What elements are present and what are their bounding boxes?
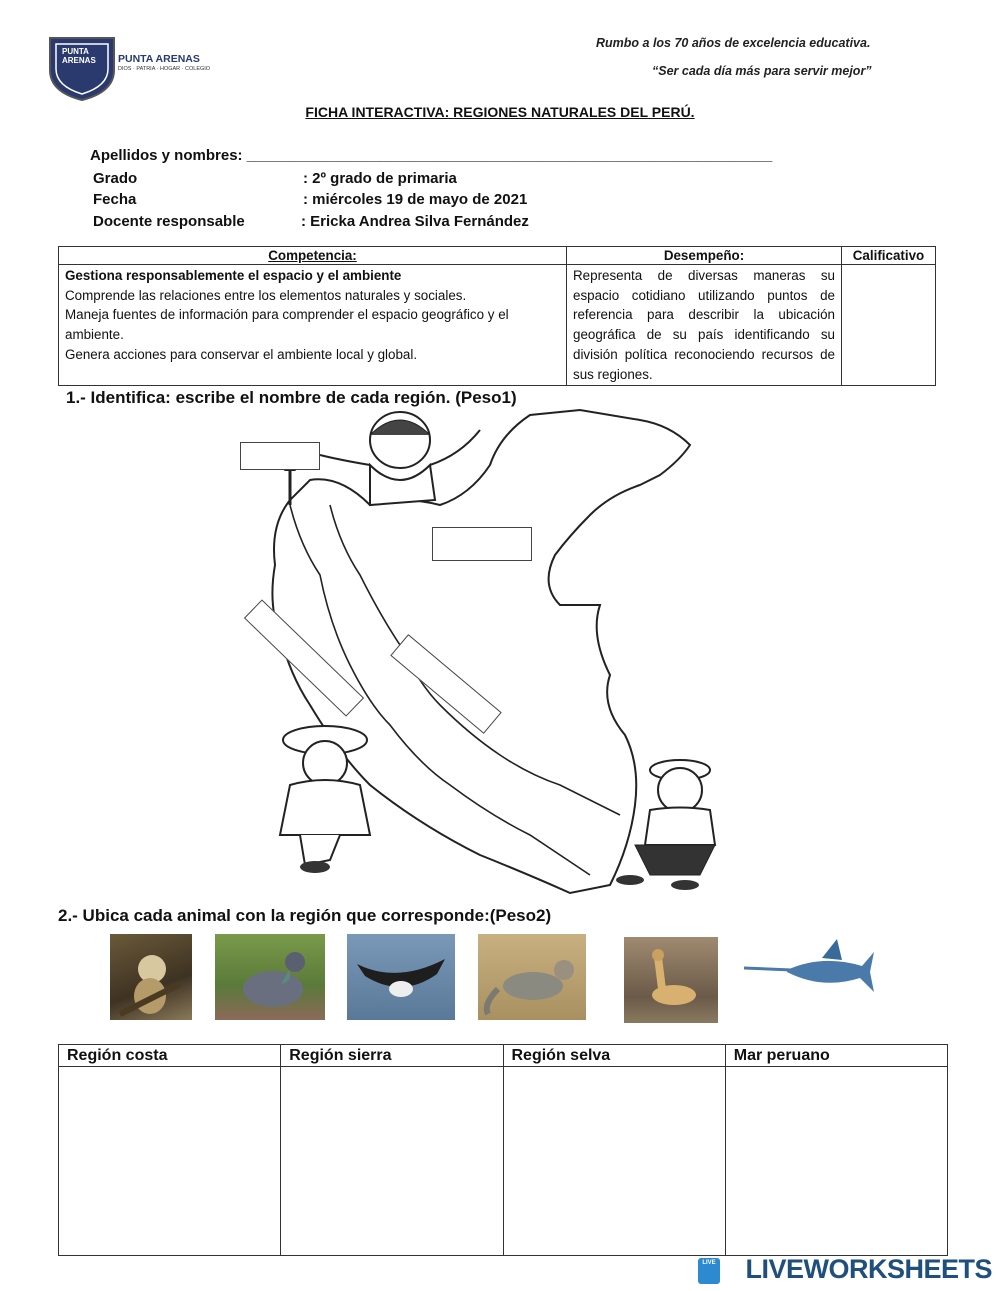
drop-zone-mar[interactable] xyxy=(725,1067,947,1256)
shield-icon xyxy=(48,36,118,102)
school-logo xyxy=(48,36,118,102)
logo-line2: ARENAS xyxy=(62,56,96,65)
liveworksheets-badge: LIVE xyxy=(698,1258,720,1284)
animal-condor[interactable] xyxy=(347,934,455,1020)
grado-label: Grado xyxy=(93,170,138,187)
name-blank[interactable]: _______________________________________________________________ xyxy=(246,147,773,164)
question-1: 1.- Identifica: escribe el nombre de cada región. (Peso1) xyxy=(66,388,517,407)
name-row xyxy=(90,147,772,164)
drop-zone-sierra[interactable] xyxy=(281,1067,503,1256)
header-selva: Región selva xyxy=(503,1045,725,1067)
motto-line2: “Ser cada día más para servir mejor” xyxy=(652,64,872,78)
animal-swordfish[interactable] xyxy=(742,934,878,1010)
animal-monkey[interactable] xyxy=(110,934,192,1020)
drop-zone-selva[interactable] xyxy=(503,1067,725,1256)
liveworksheets-logo: LIVEWORKSHEETS xyxy=(745,1254,992,1284)
page-title: FICHA INTERACTIVA: REGIONES NATURALES DEL PERÚ. xyxy=(305,104,695,120)
competencia-line: Genera acciones para conservar el ambiente local y global. xyxy=(65,346,418,362)
logo-line1: PUNTA xyxy=(62,47,89,56)
animal-fox[interactable] xyxy=(478,934,586,1020)
grado-value: : 2º grado de primaria xyxy=(303,170,457,187)
calificativo-cell[interactable] xyxy=(842,265,936,386)
docente-label: Docente responsable xyxy=(93,213,245,230)
competencia-header: Competencia: xyxy=(59,247,567,265)
school-name: PUNTA ARENAS xyxy=(118,53,200,65)
answer-box-selva[interactable] xyxy=(432,527,532,561)
header-sierra: Región sierra xyxy=(281,1045,503,1067)
competencia-table xyxy=(58,246,936,386)
motto-line1: Rumbo a los 70 años de excelencia educativa. xyxy=(596,36,871,50)
desempeno-cell: Representa de diversas maneras su espacio cotidiano utilizando puntos de referencia para describir la ubicación geográfica de su país identificando su división política reconociendo recursos de sus regiones. xyxy=(567,265,842,386)
docente-value: : Ericka Andrea Silva Fernández xyxy=(301,213,529,230)
animal-pigeon[interactable] xyxy=(215,934,325,1020)
question-2: 2.- Ubica cada animal con la región que corresponde:(Peso2) xyxy=(58,906,552,925)
school-motto: DIOS · PATRIA · HOGAR · COLEGIO xyxy=(118,66,211,72)
name-label: Apellidos y nombres: xyxy=(90,147,247,164)
fecha-value: : miércoles 19 de mayo de 2021 xyxy=(303,191,528,208)
competencia-cell xyxy=(59,265,567,386)
desempeno-header: Desempeño: xyxy=(567,247,842,265)
answer-box-costa-top[interactable] xyxy=(240,442,320,470)
competencia-line: Comprende las relaciones entre los elementos naturales y sociales. xyxy=(65,287,467,303)
boy-left-figure xyxy=(280,726,370,873)
calificativo-header: Calificativo xyxy=(842,247,936,265)
girl-figure xyxy=(320,412,480,505)
fecha-label: Fecha xyxy=(93,191,137,208)
competencia-title: Gestiona responsablemente el espacio y el ambiente xyxy=(65,268,402,283)
competencia-line: Maneja fuentes de información para comprender el espacio geográfico y el ambiente. xyxy=(65,307,509,343)
header-mar: Mar peruano xyxy=(725,1045,947,1067)
header-costa: Región costa xyxy=(59,1045,281,1067)
animal-vicuna[interactable] xyxy=(624,937,718,1023)
regions-table xyxy=(58,1044,948,1256)
drop-zone-costa[interactable] xyxy=(59,1067,281,1256)
